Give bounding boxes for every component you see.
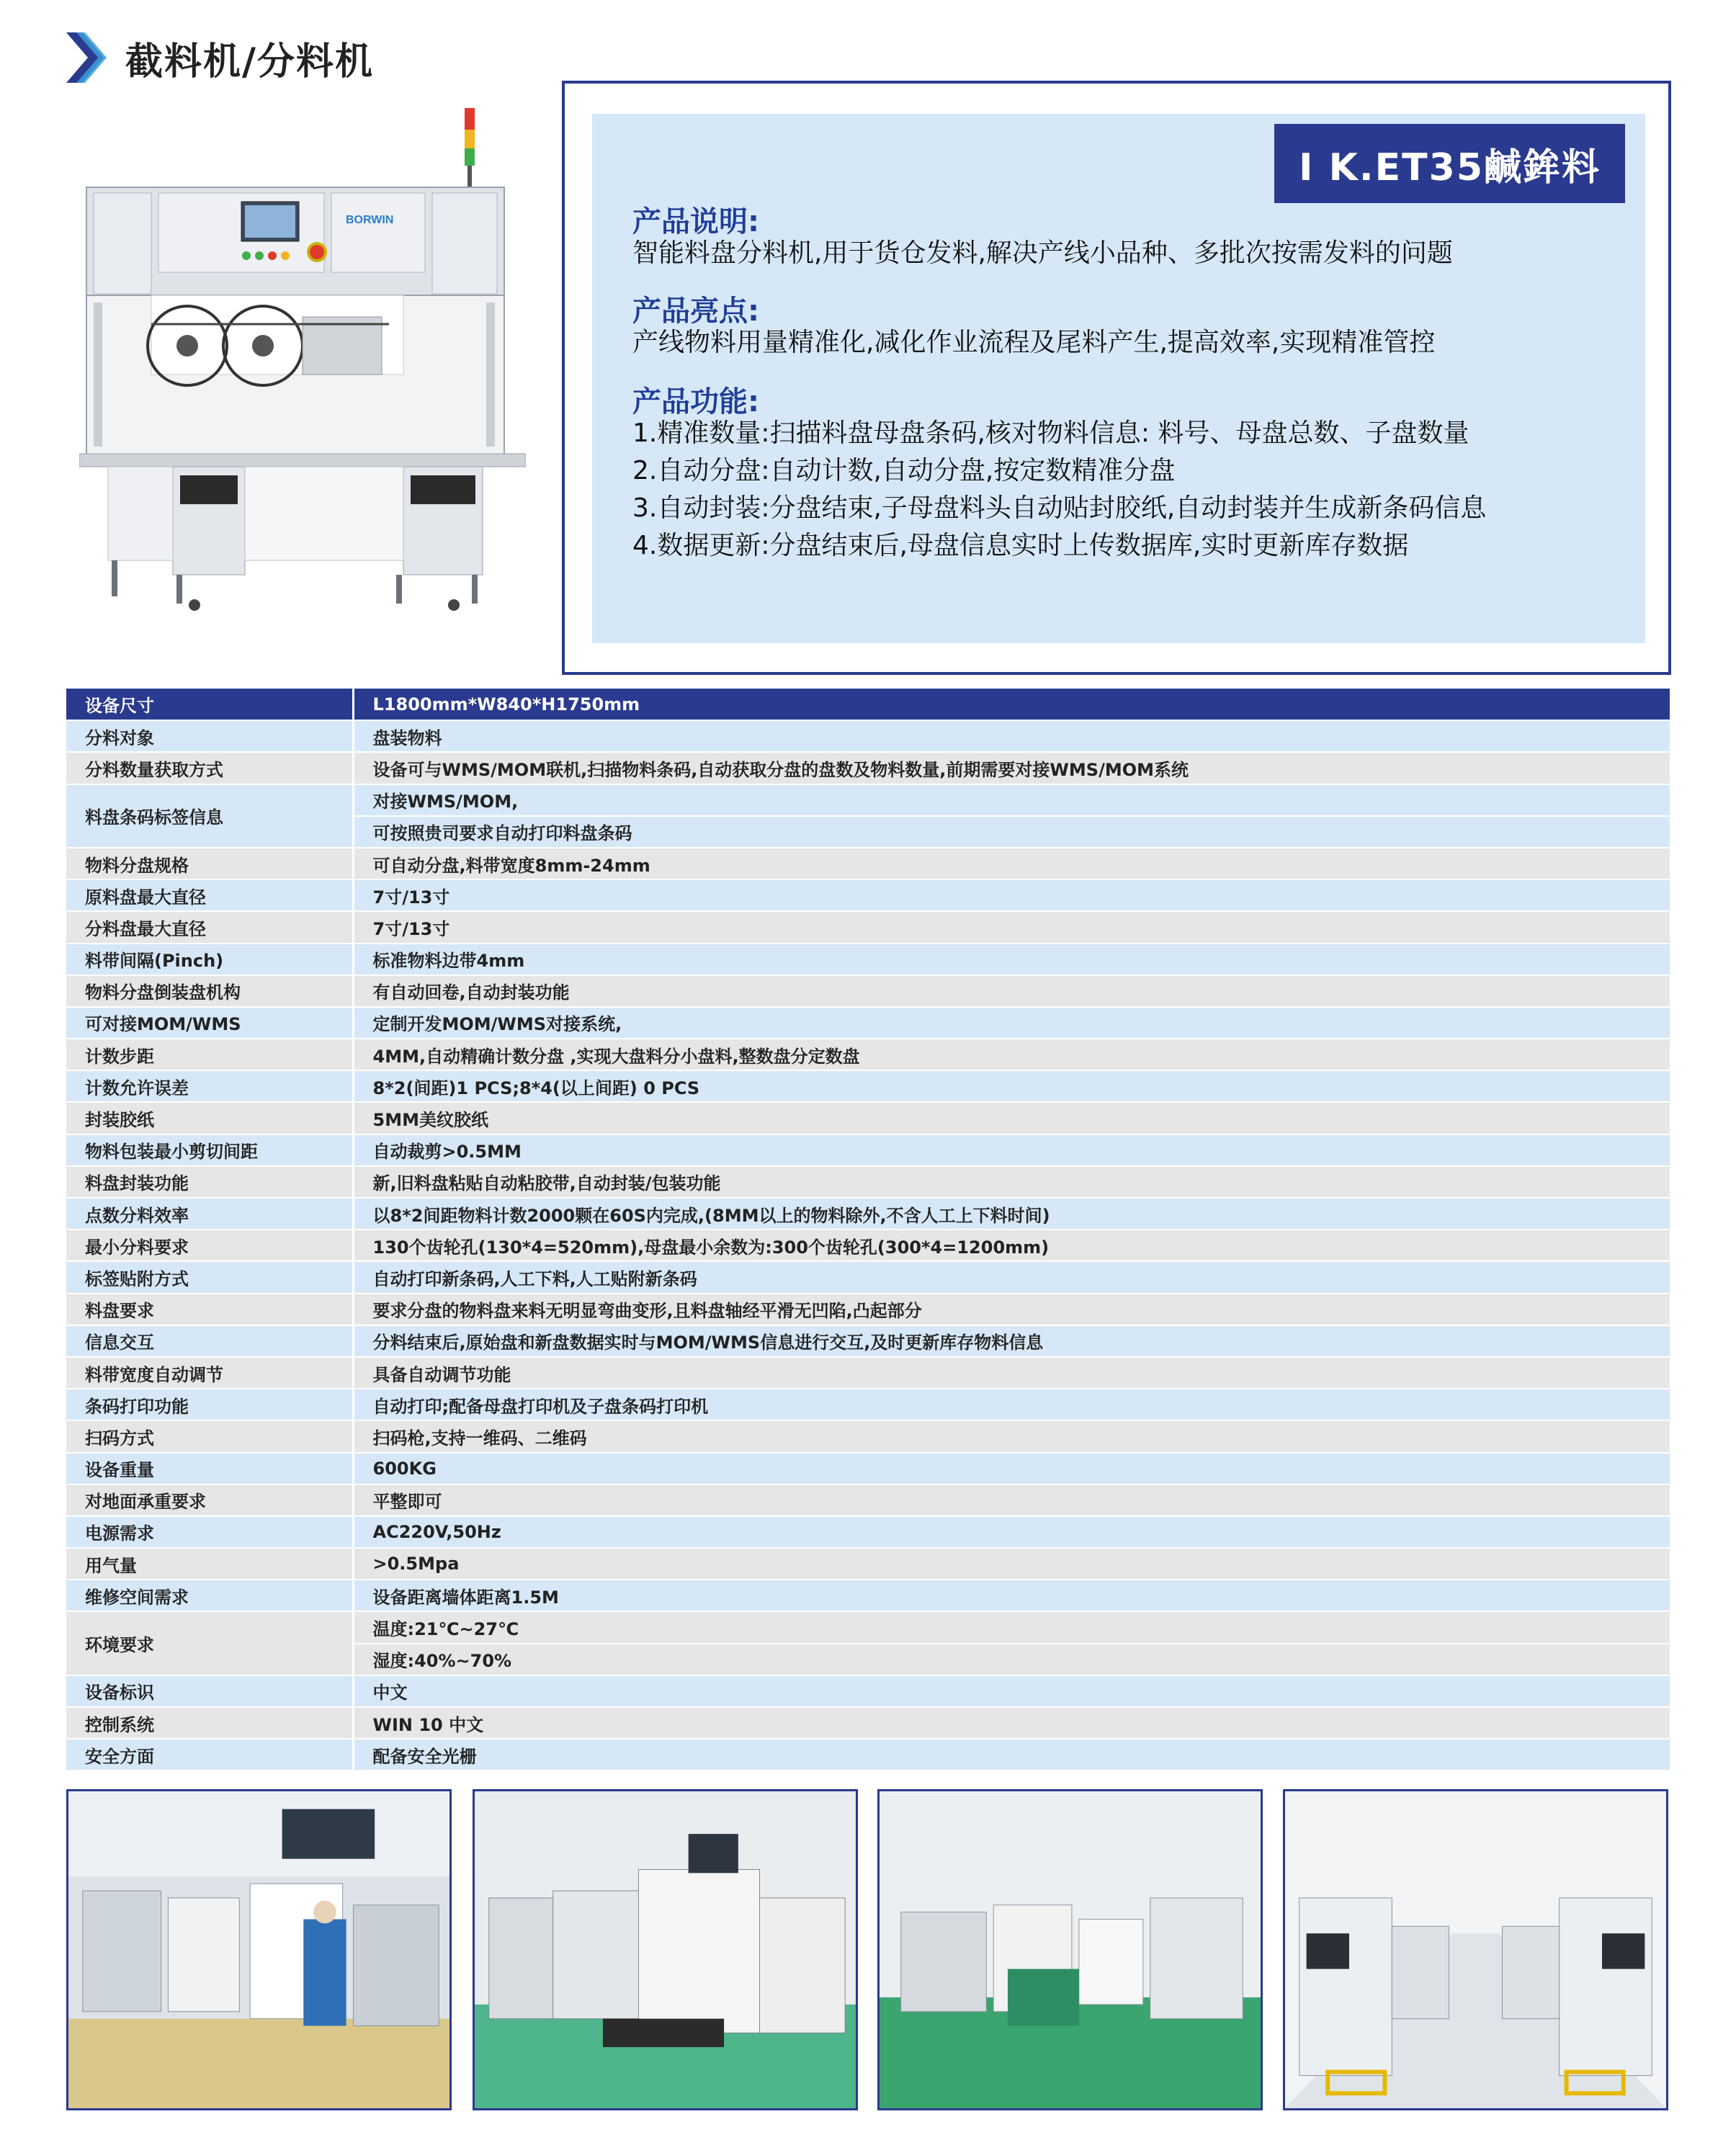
spec-value: 具备自动调节功能: [353, 1357, 1670, 1389]
chevron-right-icon: [66, 32, 109, 83]
spec-row: [66, 1739, 1670, 1770]
spec-key: 安全方面: [66, 1739, 353, 1770]
section-title-description: 产品说明:: [632, 205, 759, 238]
spec-key: 信息交互: [66, 1325, 353, 1357]
spec-value: 新,旧料盘粘贴自动粘胶带,自动封装/包装功能: [353, 1166, 1670, 1198]
spec-key: 环境要求: [66, 1611, 353, 1675]
spec-value: 设备距离墙体距离1.5M: [353, 1580, 1670, 1611]
spec-value: 可自动分盘,料带宽度8mm-24mm: [353, 848, 1670, 879]
spec-value: 要求分盘的物料盘来料无明显弯曲变形,且料盘轴经平滑无凹陷,凸起部分: [353, 1294, 1670, 1325]
spec-row: [66, 1007, 1670, 1039]
spec-row: [66, 1707, 1670, 1739]
spec-row: [66, 1580, 1670, 1611]
factory-photo-4: [1283, 1789, 1668, 2110]
factory-photo-2: [473, 1789, 858, 2110]
spec-key: 分料对象: [66, 720, 353, 752]
spec-key: 物料分盘倒装盘机构: [66, 975, 353, 1007]
spec-key: 计数允许误差: [66, 1070, 353, 1102]
spec-value: 可按照贵司要求自动打印料盘条码: [353, 816, 1670, 848]
spec-key: 可对接MOM/WMS: [66, 1007, 353, 1039]
spec-row: [66, 1261, 1670, 1293]
spec-value: 扫码枪,支持一维码、二维码: [353, 1420, 1670, 1452]
spec-row: [66, 1102, 1670, 1134]
spec-table: [66, 689, 1670, 1771]
spec-value: 标准物料边带4mm: [353, 944, 1670, 975]
function-line-2: 2.自动分盘:自动计数,自动分盘,按定数精准分盘: [632, 456, 1176, 485]
spec-row: [66, 1039, 1670, 1070]
spec-key: 控制系统: [66, 1707, 353, 1739]
spec-row: [66, 1166, 1670, 1198]
function-line-1: 1.精准数量:扫描料盘母盘条码,核对物料信息: 料号、母盘总数、子盘数量: [632, 418, 1469, 448]
spec-key: 原料盘最大直径: [66, 879, 353, 911]
spec-row: [66, 1294, 1670, 1325]
spec-row: [66, 1230, 1670, 1261]
spec-key: 设备标识: [66, 1675, 353, 1707]
spec-key: 计数步距: [66, 1039, 353, 1070]
spec-key: 料带间隔(Pinch): [66, 944, 353, 975]
factory-photo-3: [877, 1789, 1263, 2110]
spec-row: [66, 1484, 1670, 1516]
page-title: 截料机/分料机: [125, 40, 374, 84]
spec-key: 设备重量: [66, 1453, 353, 1484]
spec-key: 点数分料效率: [66, 1198, 353, 1230]
spec-row: [66, 975, 1670, 1007]
product-info-frame: [562, 81, 1671, 675]
spec-value: 4MM,自动精确计数分盘 ,实现大盘料分小盘料,整数盘分定数盘: [353, 1039, 1670, 1070]
section-title-functions: 产品功能:: [632, 385, 759, 418]
spec-row: [66, 848, 1670, 879]
machine-photo: [79, 108, 526, 612]
spec-value: 7寸/13寸: [353, 911, 1670, 943]
spec-row: [66, 944, 1670, 975]
spec-row: [66, 1611, 1670, 1643]
spec-value: 对接WMS/MOM,: [353, 784, 1670, 816]
spec-key: 标签贴附方式: [66, 1261, 353, 1293]
page-header: [66, 29, 374, 86]
spec-row: [66, 689, 1670, 720]
spec-key: 料带宽度自动调节: [66, 1357, 353, 1389]
spec-key: 维修空间需求: [66, 1580, 353, 1611]
spec-key: 物料分盘规格: [66, 848, 353, 879]
spec-row: [66, 1453, 1670, 1484]
spec-row: [66, 1357, 1670, 1389]
spec-value: >0.5Mpa: [353, 1548, 1670, 1580]
spec-value: 自动裁剪>0.5MM: [353, 1134, 1670, 1166]
spec-value: 配备安全光栅: [353, 1739, 1670, 1770]
factory-photo-1: [66, 1789, 452, 2110]
spec-row: [66, 911, 1670, 943]
model-badge: I K.ET35鹹鉾料: [1274, 124, 1625, 203]
spec-row: [66, 1548, 1670, 1580]
spec-row: [66, 1070, 1670, 1102]
spec-key: 料盘要求: [66, 1294, 353, 1325]
spec-key: 物料包装最小剪切间距: [66, 1134, 353, 1166]
spec-key: 用气量: [66, 1548, 353, 1580]
spec-row: [66, 720, 1670, 752]
spec-key: 分料盘最大直径: [66, 911, 353, 943]
spec-key: 电源需求: [66, 1516, 353, 1548]
spec-value: 自动打印;配备母盘打印机及子盘条码打印机: [353, 1389, 1670, 1420]
spec-key: 料盘封装功能: [66, 1166, 353, 1198]
spec-value: 以8*2间距物料计数2000颗在60S内完成,(8MM以上的物料除外,不含人工上下料时间): [353, 1198, 1670, 1230]
spec-value: 130个齿轮孔(130*4=520mm),母盘最小余数为:300个齿轮孔(300*4=1200mm): [353, 1230, 1670, 1261]
spec-value: 设备可与WMS/MOM联机,扫描物料条码,自动获取分盘的盘数及物料数量,前期需要对接WMS/MOM系统: [353, 752, 1670, 784]
spec-row: [66, 752, 1670, 784]
spec-row: [66, 879, 1670, 911]
spec-value: 5MM美纹胶纸: [353, 1102, 1670, 1134]
spec-row: [66, 1325, 1670, 1357]
spec-key: 料盘条码标签信息: [66, 784, 353, 848]
spec-value: 8*2(间距)1 PCS;8*4(以上间距) 0 PCS: [353, 1070, 1670, 1102]
spec-value: L1800mm*W840*H1750mm: [353, 689, 1670, 720]
spec-value: 定制开发MOM/WMS对接系统,: [353, 1007, 1670, 1039]
spec-row: [66, 1420, 1670, 1452]
spec-row: [66, 1675, 1670, 1707]
spec-value: 中文: [353, 1675, 1670, 1707]
spec-value: 平整即可: [353, 1484, 1670, 1516]
spec-value: 自动打印新条码,人工下料,人工贴附新条码: [353, 1261, 1670, 1293]
spec-row: [66, 1516, 1670, 1548]
spec-key: 最小分料要求: [66, 1230, 353, 1261]
spec-key: 条码打印功能: [66, 1389, 353, 1420]
spec-value: 600KG: [353, 1453, 1670, 1484]
machine-brand-label: BORWIN: [346, 214, 394, 226]
spec-value: 分料结束后,原始盘和新盘数据实时与MOM/WMS信息进行交互,及时更新库存物料信息: [353, 1325, 1670, 1357]
spec-key: 封装胶纸: [66, 1102, 353, 1134]
section-text-description: 智能料盘分料机,用于货仓发料,解决产线小品种、多批次按需发料的问题: [632, 238, 1453, 268]
spec-key: 设备尺寸: [66, 689, 353, 720]
spec-value: 有自动回卷,自动封装功能: [353, 975, 1670, 1007]
function-line-3: 3.自动封装:分盘结束,子母盘料头自动贴封胶纸,自动封装并生成新条码信息: [632, 493, 1487, 523]
spec-row: [66, 784, 1670, 816]
spec-row: [66, 1198, 1670, 1230]
section-text-highlights: 产线物料用量精准化,减化作业流程及尾料产生,提高效率,实现精准管控: [632, 328, 1436, 357]
spec-value: 盘装物料: [353, 720, 1670, 752]
section-title-highlights: 产品亮点:: [632, 295, 759, 328]
spec-value: 湿度:40%~70%: [353, 1644, 1670, 1675]
spec-key: 分料数量获取方式: [66, 752, 353, 784]
spec-row: [66, 1389, 1670, 1420]
spec-row: [66, 1134, 1670, 1166]
product-info-panel: [592, 114, 1645, 643]
spec-value: AC220V,50Hz: [353, 1516, 1670, 1548]
spec-value: 温度:21℃~27℃: [353, 1611, 1670, 1643]
spec-value: WIN 10 中文: [353, 1707, 1670, 1739]
spec-key: 对地面承重要求: [66, 1484, 353, 1516]
spec-value: 7寸/13寸: [353, 879, 1670, 911]
spec-key: 扫码方式: [66, 1420, 353, 1452]
function-line-4: 4.数据更新:分盘结束后,母盘信息实时上传数据库,实时更新库存数据: [632, 531, 1409, 560]
